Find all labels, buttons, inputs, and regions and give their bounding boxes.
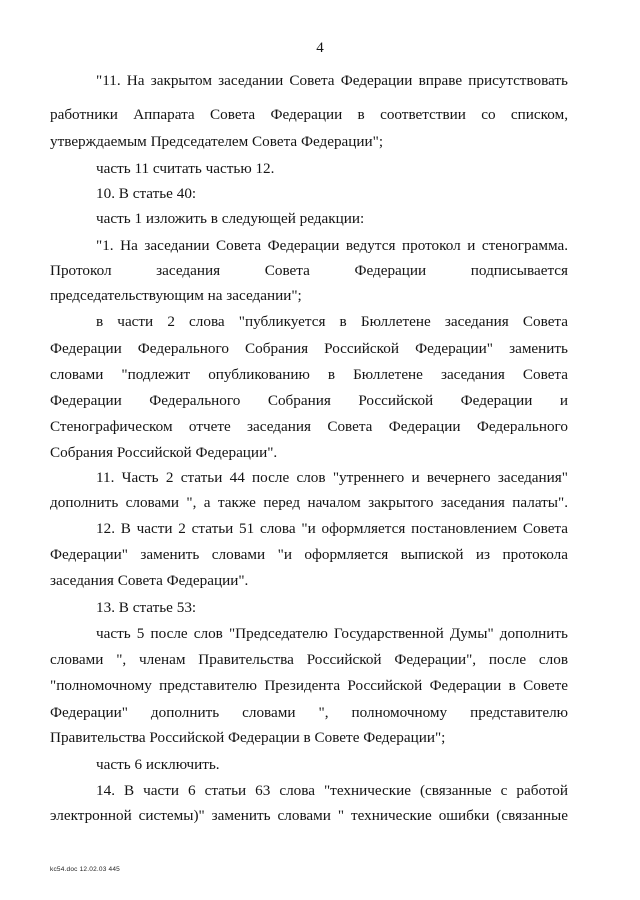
text-line: часть 1 изложить в следующей редакции:: [96, 210, 365, 227]
text-line: словами ", членам Правительства Российской Федерации", после слов: [50, 651, 568, 668]
text-line: утверждаемым Председателем Совета Федерации";: [50, 133, 384, 150]
text-line: Федерации" дополнить словами ", полномочному представителю: [50, 704, 568, 721]
text-line: часть 11 считать частью 12.: [96, 160, 275, 177]
footer-file-stamp: kc54.doc 12.02.03 445: [50, 866, 120, 873]
text-line: электронной системы)" заменить словами " технические ошибки (связанные: [50, 807, 568, 824]
text-line: Стенографическом отчете заседания Совета Федерации Федерального: [50, 418, 568, 435]
text-line: 10. В статье 40:: [96, 185, 197, 202]
text-line: "11. На закрытом заседании Совета Федерации вправе присутствовать: [96, 72, 568, 89]
text-line: Федерации" заменить словами "и оформляется выпиской из протокола: [50, 546, 568, 563]
text-line: Федерации Федерального Собрания Российской Федерации" заменить: [50, 340, 568, 357]
text-line: часть 6 исключить.: [96, 756, 220, 773]
page-number: 4: [316, 40, 324, 56]
text-line: 11. Часть 2 статьи 44 после слов "утреннего и вечернего заседания": [96, 469, 568, 486]
text-line: Федерации Федерального Собрания Российской Федерации и: [50, 392, 568, 409]
text-line: дополнить словами ", а также перед началом закрытого заседания палаты".: [50, 494, 568, 511]
text-line: председательствующим на заседании";: [50, 287, 302, 304]
text-line: работники Аппарата Совета Федерации в соответствии со списком,: [50, 106, 568, 123]
text-line: часть 5 после слов "Председателю Государственной Думы" дополнить: [96, 625, 568, 642]
text-line: Собрания Российской Федерации".: [50, 444, 278, 461]
text-line: "полномочному представителю Президента Российской Федерации в Совете: [50, 677, 568, 694]
text-line: заседания Совета Федерации".: [50, 572, 249, 589]
text-line: Протокол заседания Совета Федерации подписывается: [50, 262, 568, 279]
text-line: 14. В части 6 статьи 63 слова "технические (связанные с работой: [96, 782, 568, 799]
text-line: 13. В статье 53:: [96, 599, 197, 616]
text-line: в части 2 слова "публикуется в Бюллетене заседания Совета: [96, 313, 568, 330]
text-line: "1. На заседании Совета Федерации ведутся протокол и стенограмма.: [96, 237, 568, 254]
text-line: словами "подлежит опубликованию в Бюллетене заседания Совета: [50, 366, 568, 383]
text-line: Правительства Российской Федерации в Совете Федерации";: [50, 729, 446, 746]
text-line: 12. В части 2 статьи 51 слова "и оформляется постановлением Совета: [96, 520, 568, 537]
